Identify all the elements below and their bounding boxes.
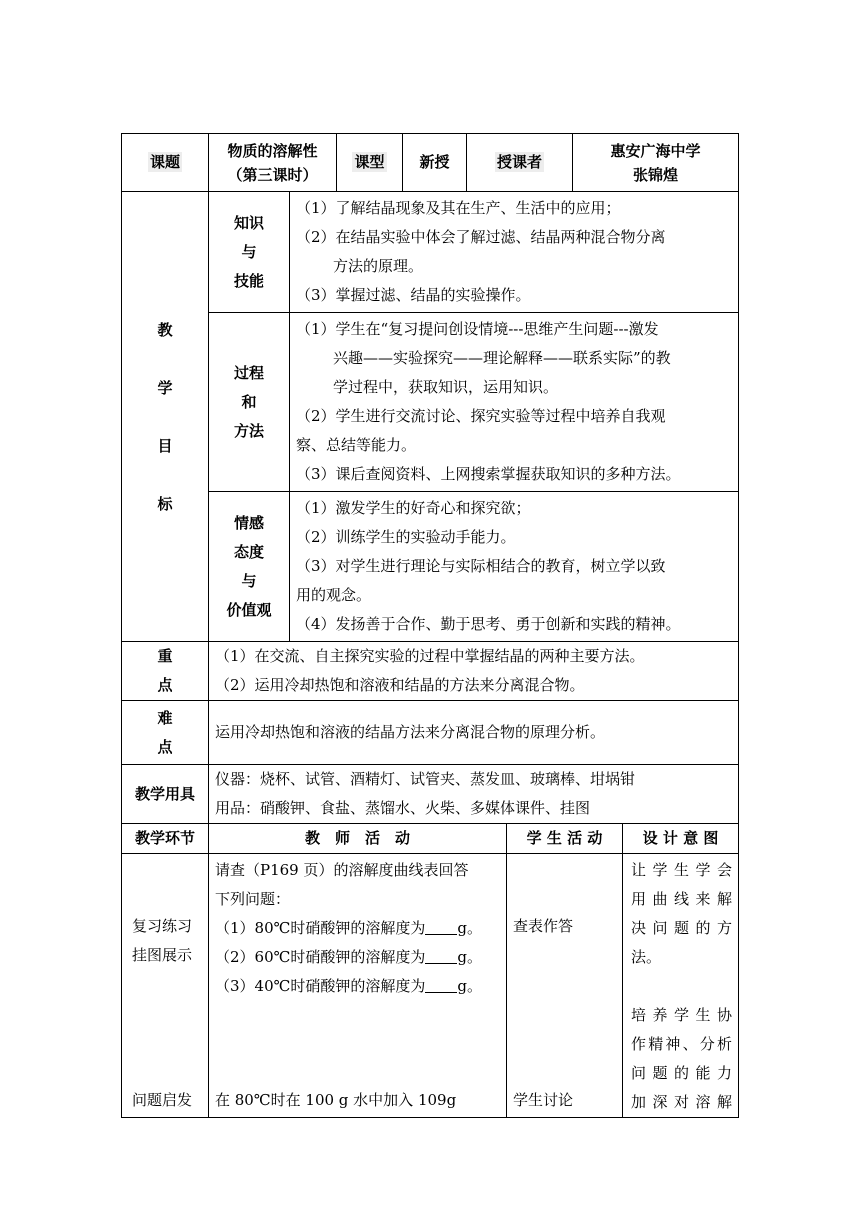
key-points-content: [209, 642, 739, 701]
teacher-question-1: （1）80℃时硝酸钾的溶解度为 g。: [215, 919, 483, 937]
teacher-question-2: （2）60℃时硝酸钾的溶解度为 g。: [215, 948, 483, 966]
key-point-item: （1）在交流、自主探究实验的过程中掌握结晶的两种主要方法。: [215, 647, 645, 665]
knowledge-item: 方法的原理。: [333, 257, 424, 275]
tools-label: 教学用具: [122, 765, 209, 824]
process-label-cell: [209, 313, 290, 492]
col-header-student: 学 生 活 动: [507, 824, 623, 854]
teacher-last-line: 在 80℃时在 100 g 水中加入 109g: [215, 1091, 457, 1109]
emotion-label-line: 价值观: [226, 600, 272, 619]
topic-label: 课题: [149, 153, 180, 171]
emotion-item: 用的观念。: [296, 586, 372, 604]
process-content: [290, 313, 739, 492]
col-header-stage: 教学环节: [122, 824, 209, 854]
knowledge-label-cell: [209, 192, 290, 313]
student-discuss: 学生讨论: [513, 1091, 574, 1109]
design-intent-cell: [623, 854, 739, 1118]
design-line: 加深对溶解: [631, 1093, 733, 1111]
stage-chart: 挂图展示: [132, 946, 193, 964]
knowledge-label-line: 技能: [233, 271, 264, 290]
key-points-label-line: 点: [157, 676, 173, 694]
key-point-item: （2）运用冷却热饱和溶液和结晶的方法来分离混合物。: [215, 676, 585, 694]
design-intent-text: [631, 856, 732, 1117]
design-line: 决问题的方: [631, 919, 733, 937]
emotion-label-line: 态度: [233, 542, 264, 561]
answer-blank: [425, 947, 457, 964]
col-header-design: 设 计 意 图: [623, 824, 739, 854]
process-item: 学过程中，获取知识，运用知识。: [333, 378, 559, 396]
emotion-item: （4）发扬善于合作、勤于思考、勇于创新和实践的精神。: [296, 615, 681, 633]
knowledge-item: （1）了解结晶现象及其在生产、生活中的应用；: [296, 199, 621, 217]
process-label-line: 和: [241, 392, 257, 411]
design-line: 问题的能力: [631, 1064, 733, 1082]
teacher-question-3: （3）40℃时硝酸钾的溶解度为 g。: [215, 977, 483, 995]
stage-review: 复习练习: [132, 917, 193, 935]
type-label: 课型: [354, 153, 385, 171]
stage-group: [132, 912, 192, 970]
difficulty-content: 运用冷却热饱和溶液的结晶方法来分离混合物的原理分析。: [209, 701, 739, 765]
knowledge-content: [290, 192, 739, 313]
process-item: 察、总结等能力。: [296, 436, 417, 454]
type-value: 新授: [403, 134, 467, 192]
process-label-line: 过程: [233, 363, 264, 382]
key-points-label-line: 重: [157, 647, 173, 665]
difficulty-label-line: 难: [157, 708, 173, 727]
knowledge-label-line: 与: [241, 242, 257, 261]
tools-supplies: 用品：硝酸钾、食盐、蒸馏水、火柴、多媒体课件、挂图: [215, 799, 591, 817]
answer-blank: [425, 976, 457, 993]
design-line: 作精神、分析: [631, 1035, 733, 1053]
teacher-label-cell: [467, 134, 573, 192]
stage-cell: [122, 854, 209, 1118]
emotion-item: （2）训练学生的实验动手能力。: [296, 528, 516, 546]
goals-label-char: 学: [157, 378, 173, 397]
process-label-line: 方法: [233, 421, 264, 440]
topic-value-line1: 物质的溶解性: [227, 141, 318, 160]
difficulty-label-line: 点: [157, 737, 173, 756]
emotion-label-cell: [209, 492, 290, 642]
teacher-label: 授课者: [496, 153, 542, 171]
design-spacer: [631, 972, 732, 1001]
difficulty-label-cell: [122, 701, 209, 765]
emotion-item: （3）对学生进行理论与实际相结合的教育，树立学以致: [296, 557, 666, 575]
process-item: （3）课后查阅资料、上网搜索掌握获取知识的多种方法。: [296, 465, 681, 483]
knowledge-item: （2）在结晶实验中体会了解过滤、结晶两种混合物分离: [296, 228, 666, 246]
emotion-content: [290, 492, 739, 642]
design-line: 法。: [631, 948, 662, 966]
tools-content: [209, 765, 739, 824]
emotion-label-line: 与: [241, 571, 257, 590]
knowledge-item: （3）掌握过滤、结晶的实验操作。: [296, 286, 531, 304]
emotion-label-line: 情感: [233, 513, 264, 532]
goals-label-char: 教: [157, 320, 173, 339]
design-line: 用曲线来解: [631, 890, 733, 908]
teacher-name: 张锦煌: [632, 165, 678, 184]
teacher-info-cell: [573, 134, 739, 192]
goals-label-cell: [122, 192, 209, 642]
col-header-teacher: 教 师 活 动: [209, 824, 507, 854]
student-answer: 查表作答: [513, 917, 574, 935]
design-line: 培养学生协: [631, 1006, 733, 1024]
lesson-body-table: [121, 191, 739, 1118]
header-table: [121, 133, 739, 192]
process-item: （1）学生在“复习提问创设情境---思维产生问题---激发: [296, 320, 659, 338]
teacher-line: 请查（P169 页）的溶解度曲线表回答: [215, 861, 469, 879]
knowledge-label-line: 知识: [233, 213, 264, 232]
type-label-cell: [337, 134, 403, 192]
teacher-line: 下列问题：: [215, 890, 291, 908]
student-activity-cell: [507, 854, 623, 1118]
design-line: 让学生学会: [631, 861, 733, 879]
school-name: 惠安广海中学: [610, 141, 701, 160]
process-item: 兴趣——实验探究——理论解释——联系实际”的教: [333, 349, 671, 367]
stage-question: 问题启发: [132, 1091, 193, 1109]
topic-label-cell: [122, 134, 209, 192]
process-item: （2）学生进行交流讨论、探究实验等过程中培养自我观: [296, 407, 666, 425]
emotion-item: （1）激发学生的好奇心和探究欲；: [296, 499, 531, 517]
answer-blank: [425, 918, 457, 935]
key-points-label-cell: [122, 642, 209, 701]
goals-label-char: 标: [157, 494, 173, 513]
topic-value-line2: （第三课时）: [227, 165, 318, 184]
topic-value-cell: [209, 134, 337, 192]
tools-instruments: 仪器：烧杯、试管、酒精灯、试管夹、蒸发皿、玻璃棒、坩埚钳: [215, 770, 636, 788]
teacher-activity-cell: [209, 854, 507, 1118]
goals-label-char: 目: [157, 436, 173, 455]
